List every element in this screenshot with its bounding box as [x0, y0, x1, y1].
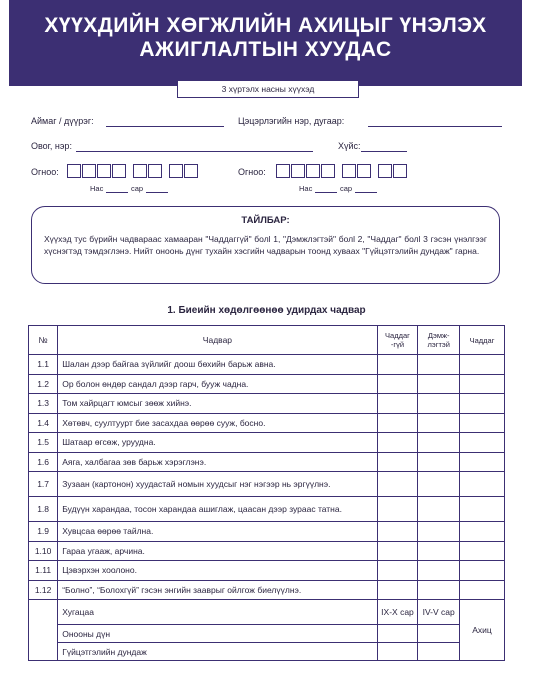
score-cell[interactable]: [460, 394, 505, 414]
age-month-label: сар: [340, 184, 353, 193]
table-row: [29, 472, 505, 497]
date2-digit[interactable]: [276, 164, 290, 178]
score-cell[interactable]: [377, 413, 418, 433]
score-cell[interactable]: [377, 394, 418, 414]
page-title-line-1: ХҮҮХДИЙН ХӨГЖЛИЙН АХИЦЫГ ҮНЭЛЭХ: [44, 14, 487, 37]
date2-digit[interactable]: [291, 164, 305, 178]
table-row: [29, 374, 505, 394]
table-row: [29, 452, 505, 472]
score-cell[interactable]: [460, 452, 505, 472]
score-cell[interactable]: [418, 522, 460, 542]
period1-header: IX-X сар: [377, 600, 418, 625]
score-cell[interactable]: [418, 413, 460, 433]
score-cell[interactable]: [418, 394, 460, 414]
age-year-field[interactable]: [106, 192, 128, 193]
age-month-field[interactable]: [355, 192, 377, 193]
period-label: Хугацаа: [58, 600, 377, 625]
date1-digit[interactable]: [82, 164, 96, 178]
age-year-label: Нас: [90, 184, 104, 193]
score-cell[interactable]: [460, 355, 505, 375]
age-group-subtitle: 3 хүртэлх насны хүүхэд: [177, 80, 359, 98]
row-number: 1.8: [29, 497, 58, 522]
table-row: [29, 580, 505, 600]
name-field[interactable]: [76, 151, 313, 152]
score-cell[interactable]: [460, 433, 505, 453]
skill-text: Шалан дээр байгаа зүйлийг доош бөхийн барьж авна.: [58, 355, 377, 375]
column-header-cannot: Чаддаг -гүй: [377, 326, 418, 355]
skill-text: Аяга, халбагаа зөв барьж хэрэглэнэ.: [58, 452, 377, 472]
total-cell[interactable]: [418, 625, 460, 643]
average-label: Гүйцэтгэлийн дундаж: [58, 643, 377, 661]
row-number: 1.2: [29, 374, 58, 394]
title-banner: [9, 0, 522, 86]
table-row: [29, 413, 505, 433]
score-cell[interactable]: [377, 374, 418, 394]
skill-text: Шатаар өгсөж, уруудна.: [58, 433, 377, 453]
aimag-label: Аймаг / дүүрэг:: [31, 116, 94, 126]
score-cell[interactable]: [460, 541, 505, 561]
table-row: [29, 522, 505, 542]
row-number: 1.7: [29, 472, 58, 497]
score-cell[interactable]: [418, 561, 460, 581]
average-cell[interactable]: [418, 643, 460, 661]
score-cell[interactable]: [418, 541, 460, 561]
row-number: 1.1: [29, 355, 58, 375]
score-cell[interactable]: [377, 433, 418, 453]
date1-digit[interactable]: [133, 164, 147, 178]
date2-digit[interactable]: [306, 164, 320, 178]
age-year-label: Нас: [299, 184, 313, 193]
kindergarten-field[interactable]: [368, 126, 502, 127]
score-cell[interactable]: [460, 497, 505, 522]
skill-text: Хувцсаа өөрөө тайлна.: [58, 522, 377, 542]
row-number: 1.4: [29, 413, 58, 433]
score-cell[interactable]: [460, 522, 505, 542]
table-row: [29, 561, 505, 581]
score-cell[interactable]: [418, 355, 460, 375]
total-label: Онооны дүн: [58, 625, 377, 643]
row-number: 1.12: [29, 580, 58, 600]
score-cell[interactable]: [377, 541, 418, 561]
total-row: [29, 625, 505, 643]
period2-header: IV-V сар: [418, 600, 460, 625]
date2-digit[interactable]: [357, 164, 371, 178]
column-header-can: Чаддаг: [460, 326, 505, 355]
table-row: [29, 355, 505, 375]
skill-text: Будүүн харандаа, тосон харандаа ашиглаж, цаасан дээр зураас татна.: [58, 497, 377, 522]
column-header-num: №: [29, 326, 58, 355]
section-title: 1. Биеийн хөдөлгөөнөө удирдах чадвар: [167, 305, 366, 316]
skill-text: Том хайрцагт юмсыг зөөж хийнэ.: [58, 394, 377, 414]
score-cell[interactable]: [460, 561, 505, 581]
skill-text: Цэвэрхэн хоолоно.: [58, 561, 377, 581]
gender-field[interactable]: [361, 151, 407, 152]
name-label: Овог, нэр:: [31, 141, 72, 151]
column-header-skill: Чадвар: [58, 326, 377, 355]
date2-label: Огноо:: [238, 167, 266, 177]
score-cell[interactable]: [460, 374, 505, 394]
instructions-title: ТАЙЛБАР:: [241, 215, 290, 226]
score-cell[interactable]: [418, 580, 460, 600]
row-number: 1.10: [29, 541, 58, 561]
age-year-field[interactable]: [315, 192, 337, 193]
date1-label: Огноо:: [31, 167, 59, 177]
score-cell[interactable]: [418, 472, 460, 497]
score-cell[interactable]: [377, 355, 418, 375]
page-title-line-2: АЖИГЛАЛТЫН ХУУДАС: [139, 38, 392, 61]
score-cell[interactable]: [377, 561, 418, 581]
column-header-supported: Дэмж- лэгтэй: [418, 326, 460, 355]
kindergarten-label: Цэцэрлэгийн нэр, дугаар:: [238, 116, 345, 126]
row-number: 1.11: [29, 561, 58, 581]
score-cell[interactable]: [377, 497, 418, 522]
gender-label: Хүйс:: [338, 141, 361, 151]
date1-digit[interactable]: [67, 164, 81, 178]
row-number: 1.6: [29, 452, 58, 472]
progress-header: Ахиц: [460, 600, 505, 661]
score-cell[interactable]: [460, 472, 505, 497]
age-month-label: сар: [131, 184, 144, 193]
score-cell[interactable]: [418, 452, 460, 472]
row-number: 1.3: [29, 394, 58, 414]
row-number: 1.5: [29, 433, 58, 453]
skill-text: Ор болон өндөр сандал дээр гарч, бууж чадна.: [58, 374, 377, 394]
date2-digit[interactable]: [342, 164, 356, 178]
average-cell[interactable]: [377, 643, 418, 661]
instructions-box: [31, 206, 500, 284]
score-cell[interactable]: [460, 413, 505, 433]
period-row: [29, 600, 505, 625]
total-cell[interactable]: [377, 625, 418, 643]
skill-text: “Болно”, “Болохгүй” гэсэн энгийн зааврыг ойлгож биелүүлнэ.: [58, 580, 377, 600]
table-row: [29, 394, 505, 414]
skill-text: Зузаан (картонон) хуудастай номын хуудсыг нэг нэгээр нь эргүүлнэ.: [58, 472, 377, 497]
table-row: [29, 497, 505, 522]
average-row: [29, 643, 505, 661]
date2-digit[interactable]: [378, 164, 392, 178]
date2-digit[interactable]: [321, 164, 335, 178]
row-number: 1.9: [29, 522, 58, 542]
score-cell[interactable]: [377, 522, 418, 542]
age-month-field[interactable]: [146, 192, 168, 193]
date1-digit[interactable]: [169, 164, 183, 178]
score-cell[interactable]: [377, 580, 418, 600]
score-cell[interactable]: [377, 472, 418, 497]
score-cell[interactable]: [377, 452, 418, 472]
score-cell[interactable]: [418, 374, 460, 394]
aimag-field[interactable]: [106, 126, 224, 127]
skills-table: [28, 325, 505, 661]
table-row: [29, 433, 505, 453]
score-cell[interactable]: [418, 433, 460, 453]
score-cell[interactable]: [460, 580, 505, 600]
date2-digit[interactable]: [393, 164, 407, 178]
skill-text: Хөтөвч, суултуурт бие засахдаа өөрөө сууж, босно.: [58, 413, 377, 433]
date1-digit[interactable]: [184, 164, 198, 178]
date1-digit[interactable]: [97, 164, 111, 178]
footer-blank: [29, 600, 58, 661]
table-row: [29, 541, 505, 561]
date1-digit[interactable]: [112, 164, 126, 178]
skill-text: Гараа угааж, арчина.: [58, 541, 377, 561]
instructions-text: Хүүхэд тус бүрийн чадвараас хамааран "Чаддаггүй" болl 1, "Дэмжлэгтэй" болl 2, "Чаддаг" болl 3 гэсэн үнэлгээг хүснэгтэд тэмдэглэнэ. Нийт оноонь дүнг тухайн хэсгийн чадварын тоонд хуваах "Гүйцэтгэлийн дундаж" гарна.: [44, 234, 487, 256]
score-cell[interactable]: [418, 497, 460, 522]
date1-digit[interactable]: [148, 164, 162, 178]
